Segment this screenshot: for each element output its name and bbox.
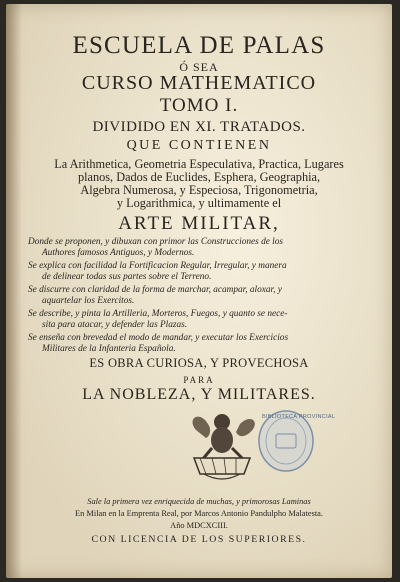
description-line: Militares de la Infanteria Española. [42, 344, 176, 354]
arte-militar-heading: ARTE MILITAR, [118, 213, 280, 234]
curiosa-line: ES OBRA CURIOSA, Y PROVECHOSA [89, 356, 309, 370]
nobleza-heading: LA NOBLEZA, Y MILITARES. [82, 386, 316, 403]
description-line: Se discurre con claridad de la forma de marchar, acampar, aloxar, y [28, 285, 282, 295]
course-title: CURSO MATHEMATICO [81, 72, 317, 94]
description-line: Se explica con facilidad la Fortificacion Regular, Irregular, y manera [28, 261, 287, 271]
description-line: Se describe, y pinta la Artilleria, Morteros, Fuegos, y quanto se nece- [28, 309, 288, 319]
contents-line: planos, Dados de Euclides, Esphera, Geographia, [77, 170, 321, 184]
description-line: Se enseña con brevedad el modo de mandar, y executar los Exercicios [28, 333, 289, 343]
main-title: ESCUELA DE PALAS [72, 32, 326, 59]
description-line: Donde se proponen, y dibuxan con primor las Construcciones de los [28, 237, 284, 247]
cherub-emblem-icon [182, 408, 262, 486]
imprint-year: Año MDCXCIII. [170, 521, 228, 530]
title-page [6, 4, 392, 578]
contents-line: La Arithmetica, Geometria Especulativa, Practica, Lugares [54, 157, 344, 171]
description-line: Authores famosos Antiguos, y Modernos. [42, 248, 195, 258]
volume-label: TOMO I. [159, 95, 239, 116]
contents-heading: QUE CONTIENEN [126, 138, 272, 153]
para-line: PARA [183, 375, 215, 385]
stamp-text: BIBLIOTECA PROVINCIAL [262, 414, 336, 420]
treatise-count: DIVIDIDO EN XI. TRATADOS. [92, 119, 306, 135]
description-line: aquartelar los Exercitos. [42, 296, 135, 306]
description-line: sita para atacar, y defender las Plazas. [42, 320, 188, 330]
description-line: de delinear todas sus partes sobre el Terreno. [42, 272, 212, 282]
contents-line: y Logarithmica, y ultimamente el [116, 196, 282, 210]
contents-line: Algebra Numerosa, y Especiosa, Trigonometria, [80, 183, 318, 197]
imprint-line: En Milan en la Emprenta Real, por Marcos Antonio Pandulpho Malatesta. [75, 509, 323, 518]
licence-line: CON LICENCIA DE LOS SUPERIORES. [91, 534, 307, 545]
subtitle-o-sea: Ó SEA [179, 60, 219, 74]
imprint-line: Sale la primera vez enriquecida de muchas, y primorosas Laminas [87, 497, 311, 506]
